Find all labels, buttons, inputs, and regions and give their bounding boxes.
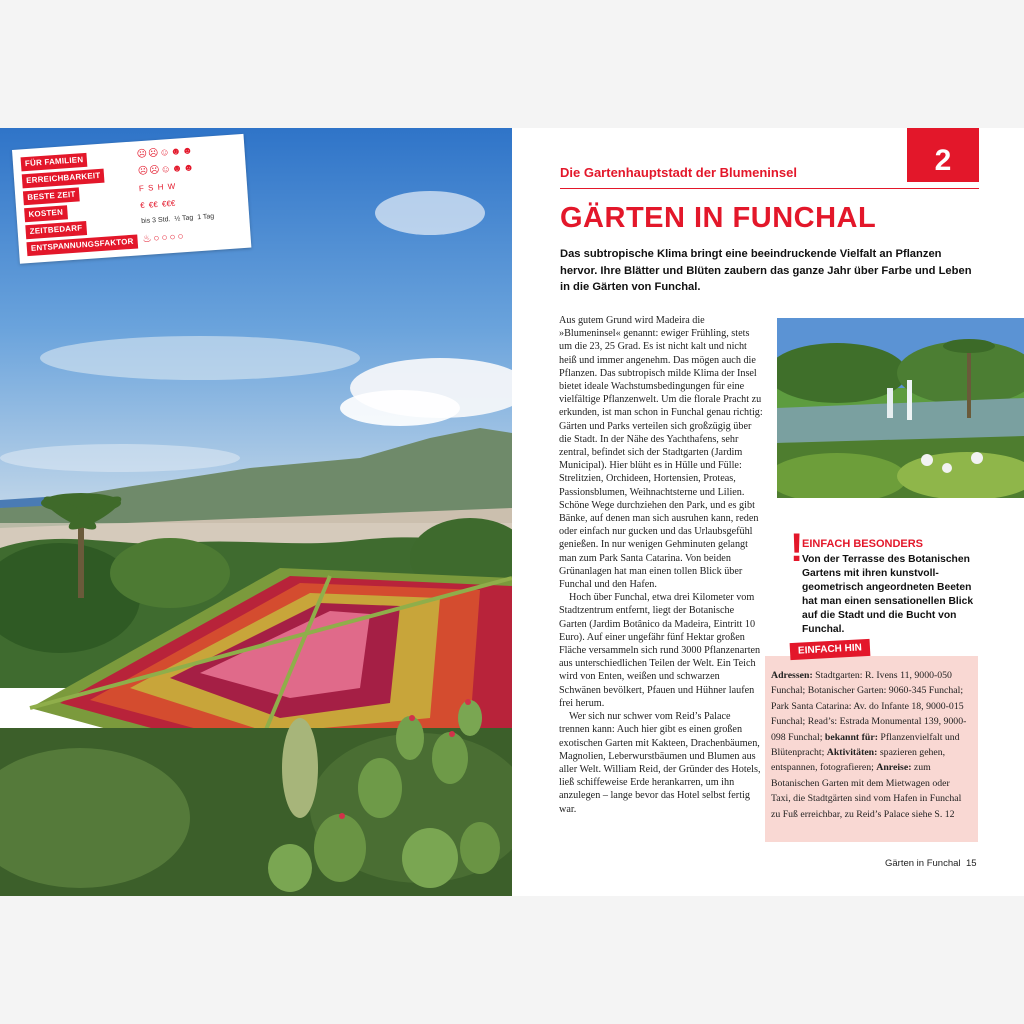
rating-label-accessibility: ERREICHBARKEIT [22, 169, 105, 189]
kicker: Die Gartenhauptstadt der Blumeninsel [560, 165, 797, 180]
lead-paragraph: Das subtropische Klima bringt eine beeindruckende Vielfalt an Pflanzen hervor. Ihre Blätter und Blüten zaubern das ganze Jahr über Farbe und Leben in die Gärten von Funchal. [560, 248, 972, 293]
family-smiley-icons: ☹☹☺☻☻ [136, 145, 194, 161]
cost-high: €€€ [161, 198, 176, 209]
known-value: Pflanzenvielfalt und Blütenpracht; [771, 731, 960, 759]
cost-mid: €€ [148, 199, 159, 210]
kicker-rule [560, 188, 979, 189]
book-spread [0, 128, 1024, 896]
page-title: GÄRTEN IN FUNCHAL [560, 202, 877, 234]
running-footer-title: Gärten in Funchal [885, 858, 961, 869]
time-half-day: ½ Tag [174, 214, 194, 223]
body-paragraph-2: Hoch über Funchal, etwa drei Kilometer vom Stadtzentrum entfernt, liegt der Botanische Garten (Jardim Botânico da Madeira, Eintritt 10 Euro). Auf einer ungefähr fünf Hektar großen Fläche versammeln sich rund 3000 Pflanzenarten aus unterschiedlichen Teilen der Welt. Ein Teich wird von Enten, weißen und schwarzen Schwänen bevölkert, Pfauen und Hühner laufen frei herum. [559, 592, 761, 709]
arr-label: Anreise: [876, 762, 912, 774]
time-options [141, 213, 216, 225]
exclamation-icon: ! [790, 526, 804, 570]
right-page [512, 128, 1024, 896]
time-full-day: 1 Tag [196, 213, 215, 222]
act-label: Aktivitäten: [826, 747, 878, 759]
botanical-garden-photo [0, 128, 512, 896]
cost-icons [140, 199, 178, 211]
rating-label-families: FÜR FAMILIEN [21, 153, 88, 172]
season-icons [139, 182, 178, 194]
season-winter: W [167, 181, 176, 192]
act-value: spazieren gehen, entspannen, fotografieren; [771, 747, 946, 774]
rating-label-relaxation: ENTSPANNUNGSFAKTOR [26, 234, 138, 256]
relax-circle-icons: ♨○○○○ [142, 231, 186, 246]
page-number: 15 [966, 858, 977, 869]
besonders-heading: EINFACH BESONDERS [802, 538, 924, 550]
cost-low: € [139, 200, 145, 211]
body-paragraph-1: Aus gutem Grund wird Madeira die »Blumeninsel« genannt: ewiger Frühling, stets um die 23, 25 Grad. Es ist nicht kalt und nicht heiß und immer angenehm. Das mögen auch die Pflanzen. Das subtropisch milde Klima der Insel bietet ideale Wachstumsbedingungen für eine vielfältige Pflanzenwelt. Um die florale Pracht zu erkunden, ist man schon in Funchal genau richtig: Gärten und Parks verteilen sich großzügig über die Stadt. In der Nähe des Yachthafens, sehr zentral, befindet sich der Stadtgarten (Jardim Municipal). Hier blüht es in Hülle und Fülle: Strelitzien, Orchideen, Hortensien, Proteas, Passionsblumen, Weihnachtsterne und Lilien. Schöne Wege durchziehen den Park, und es gibt Bänke, auf denen man sich ausruhen kann, reden oder einfach nur gucken und das Urlaubsgefühl genießen. In nur wenigen Gehminuten gelangt man zum Park Santa Catarina. Von beiden Grünanlagen hat man einen tollen Blick über Funchal und den Hafen. [559, 315, 763, 591]
besonders-text: Von der Terrasse des Botanischen Gartens mit ihren kunstvoll-geometrisch angeordneten Beeten hat man einen sensationellen Blick auf die Stadt und die Bucht von Funchal. [802, 554, 974, 635]
rating-label-best-time: BESTE ZEIT [23, 187, 80, 205]
season-summer: S [147, 183, 154, 193]
info-box-text [771, 668, 971, 822]
access-smiley-icons: ☹☹☺☻☻ [137, 162, 196, 178]
body-paragraph-3: Wer sich nur schwer vom Reid’s Palace trennen kann: Auch hier gibt es einen großen exotischen Garten mit Kakteen, Drachenbäumen, Magnolien, Leberwurstbäumen und Blumen aus aller Welt. William Reid, der Gründer des Hotels, ließ schiffeweise Erde herankarren, um ihn anzulegen – lange bevor das Hotel selbst fertig war. [559, 711, 761, 815]
addr-value: Stadtgarten: R. Ivens 11, 9000-050 Funchal; Botanischer Garten: 9060-345 Funchal; Park Santa Catarina: Av. do Infante 18, 9000-015 Funchal; Read’s: Estrada Monumental 139, 9000-098 Funchal; [771, 670, 967, 743]
addr-label: Adressen: [771, 670, 813, 681]
park-pond-photo [777, 318, 1024, 498]
rating-label-costs: KOSTEN [24, 205, 67, 222]
season-spring: F [138, 183, 145, 194]
known-label: bekannt für: [824, 731, 878, 743]
chapter-number: 2 [907, 128, 979, 182]
arr-value: zum Botanischen Garten mit dem Mietwagen oder Taxi, die Stadtgärten sind vom Hafen in Funchal zu Fuß erreichbar, zu Reid’s Palace siehe S. 12 [771, 762, 962, 820]
season-autumn: H [157, 182, 164, 192]
body-text [559, 314, 763, 816]
rating-card [12, 134, 251, 264]
rating-label-time-needed: ZEITBEDARF [25, 221, 87, 239]
info-box-tag: EINFACH HIN [790, 639, 871, 660]
time-short: bis 3 Std. [141, 216, 171, 226]
